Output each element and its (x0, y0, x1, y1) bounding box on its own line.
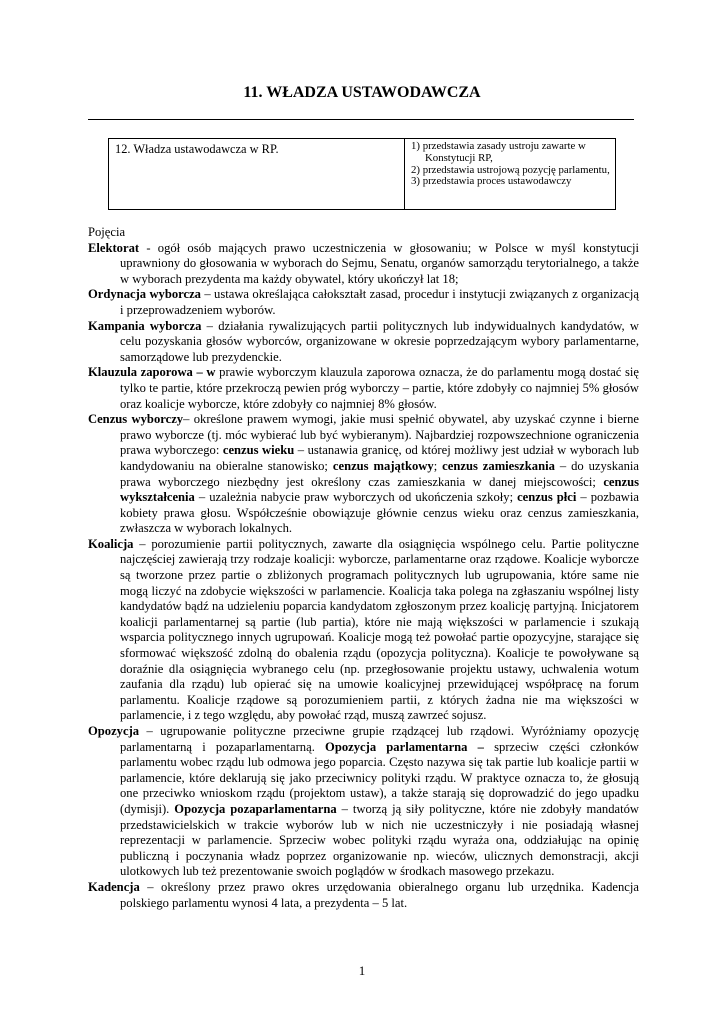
term: Koalicja (88, 536, 134, 551)
term: Ordynacja wyborcza (88, 287, 201, 302)
document-body (88, 225, 639, 911)
definition-elektorat (88, 241, 639, 288)
definition-text: - ogół osób mających prawo uczestniczenia w głosowaniu; w Polsce w myśl konstytucji uprawniony do głosowania w wyborach do Sejmu, Senatu, organów samorządu terytorialnego, a także w wyborach prezydenta ma każdy obywatel, który ukończył lat 18; (120, 240, 639, 286)
definition-klauzula (88, 365, 639, 412)
subterm: cenzus wieku (222, 443, 295, 458)
term: Cenzus wyborczy (88, 412, 184, 427)
term: Opozycja (88, 724, 140, 738)
definition-kampania (88, 319, 639, 366)
objectives-box (108, 138, 616, 210)
definition-text: – pozbawia kobiety prawa głosu. Współcześnie obowiązuje głównie cenzus wieku oraz cenzus zamieszkania, zwłaszcza w wyborach lokalnych. (120, 490, 639, 536)
term: Klauzula zaporowa – w (88, 365, 216, 380)
section-heading: Pojęcia (88, 225, 126, 239)
subterm: cenzus wykształcenia (120, 474, 639, 505)
subterm: cenzus płci (517, 490, 577, 505)
definition-ordynacja (88, 287, 639, 318)
term: Elektorat (88, 240, 140, 255)
term: Kampania wyborcza (88, 318, 202, 333)
objective-item: 1) przedstawia zasady ustroju zawarte w Konstytucji RP, (411, 140, 586, 164)
definition-text: – do uzyskania prawa wyborczego niezbędny jest określony czas zamieszkania w danej miejscowości; (120, 458, 639, 489)
definition-text: – ustawa określająca całokształt zasad, procedur i instytucji związanych z organizacją i przeprowadzeniem wyborów. (120, 287, 639, 317)
objective-item: 2) przedstawia ustrojową pozycję parlamentu, (411, 163, 610, 176)
definition-text: – ugrupowanie polityczne przeciwne grupie rządzącej lub rządowi. Wyróżniamy opozycję parlamentarną i pozaparlamentarną. (120, 724, 639, 754)
term: Kadencja (88, 879, 140, 894)
topic-cell: 12. Władza ustawodawcza w RP. (109, 139, 405, 209)
definition-text: sprzeciw części członków parlamentu wobec rządu lub odmowa jego poparcia. Często nazywa się tak partie lub koalicje partii w parlamencie, które deklarują się jako przeciwnicy polityki rządu. W praktyce oznacza to, że głosują one przeciwko wnioskom rządu (projektom ustaw), a także starają się doprowadzić do jego upadku (dymisji). (120, 739, 640, 816)
definition-text: – określony przez prawo okres urzędowania obieralnego organu lub urzędnika. Kadencja polskiego parlamentu wynosi 4 lata, a prezydenta – 5 lat. (120, 879, 639, 910)
definition-koalicja (88, 537, 639, 724)
subterm: Opozycja pozaparlamentarna (174, 801, 337, 816)
definition-text: – porozumienie partii politycznych, zawarte dla osiągnięcia wspólnego celu. Partie polityczne najczęściej zawierają trzy rodzaje koalicji: wyborcze, parlamentarne oraz rządowe. Koalicje wyborcze są tworzone przez partie o zbliżonych programach politycznych lub ugrupowania, które same nie mogą liczyć na zdobycie większości w parlamencie. Koalicja taka polega na zgłaszaniu wspólnej listy kandydatów bądź na udzieleniu poparcia kandydatom zgłoszonym przez koalicję partyjną. Inicjatorem koalicji parlamentarnej są partie (lub partia), które nie mają większości w parlamencie i szukają wsparcia politycznego innych ugrupowań. Koalicje mogą też powołać partie opozycyjne, starające się sformować większość zdolną do obalenia rządu (opozycja polityczna). Koalicje te powoływane są doraźnie dla osiągnięcia wybranego celu (np. przegłosowanie projektu ustawy, uchwalenia wotum zaufania dla rządu) lub opierać się na umowie koalicyjnej przewidującej współpracę na forum parlamentu. Koalicje rządowe są porozumieniem partii, z których żadna nie ma większości w parlamencie, i z tego względu, aby powołać rząd, muszą zawrzeć sojusz. (120, 536, 639, 723)
title-rule (88, 119, 634, 120)
definition-cenzus (88, 412, 639, 537)
definition-text: ; (433, 458, 443, 473)
definition-text: – tworzą ją siły polityczne, które nie zdobyły mandatów przedstawicielskich w trakcie wyborów lub w nich nie uczestniczyły i nie posiadają własnej reprezentacji w parlamencie. Sprzeciw wobec polityki rządu wyraża ona, oddziałując na opinię publiczną i poczynania władz poprzez organizowanie np. wieców, ulicznych demonstracji, akcji ulotkowych lub też prezentowanie swoich poglądów w środkach masowego przekazu. (120, 801, 639, 879)
page-number: 1 (358, 963, 366, 978)
definition-text: – określone prawem wymogi, jakie musi spełnić obywatel, aby uzyskać czynne i bierne prawo wyborcze (tj. móc wybierać lub być wybieranym). Najbardziej rozpowszechnione ograniczenia prawa wyborczego: (120, 412, 639, 458)
definition-text: prawie wyborczym klauzula zaporowa oznacza, że do parlamentu mogą dostać się tylko te partie, które przekroczą pewien próg wyborczy – partie, które zdobyły co najmniej 5% głosów oraz koalicje wyborcze, które zdobyły co najmniej 8% głosów. (120, 365, 640, 411)
objectives-cell (405, 139, 621, 188)
page-title: 11. WŁADZA USTAWODAWCZA (243, 84, 481, 101)
definition-text: – uzależnia nabycie praw wyborczych od ukończenia szkoły; (194, 490, 518, 505)
definition-kadencja (88, 880, 639, 911)
subterm: cenzus majątkowy (332, 458, 434, 473)
definition-text: – działania rywalizujących partii politycznych lub indywidualnych kandydatów, w celu pozyskania głosów wyborców, organizowane w okresie poprzedzającym wybory parlamentarne, samorządowe lub prezydenckie. (120, 318, 639, 364)
objective-item: 3) przedstawia proces ustawodawczy (411, 175, 572, 188)
definition-opozycja (88, 724, 639, 880)
subterm: Opozycja parlamentarna – (325, 739, 484, 754)
definition-text: – ustanawia granicę, od której możliwy jest udział w wyborach lub kandydowaniu na obieralne stanowisko; (120, 443, 639, 473)
subterm: cenzus zamieszkania (442, 458, 555, 473)
